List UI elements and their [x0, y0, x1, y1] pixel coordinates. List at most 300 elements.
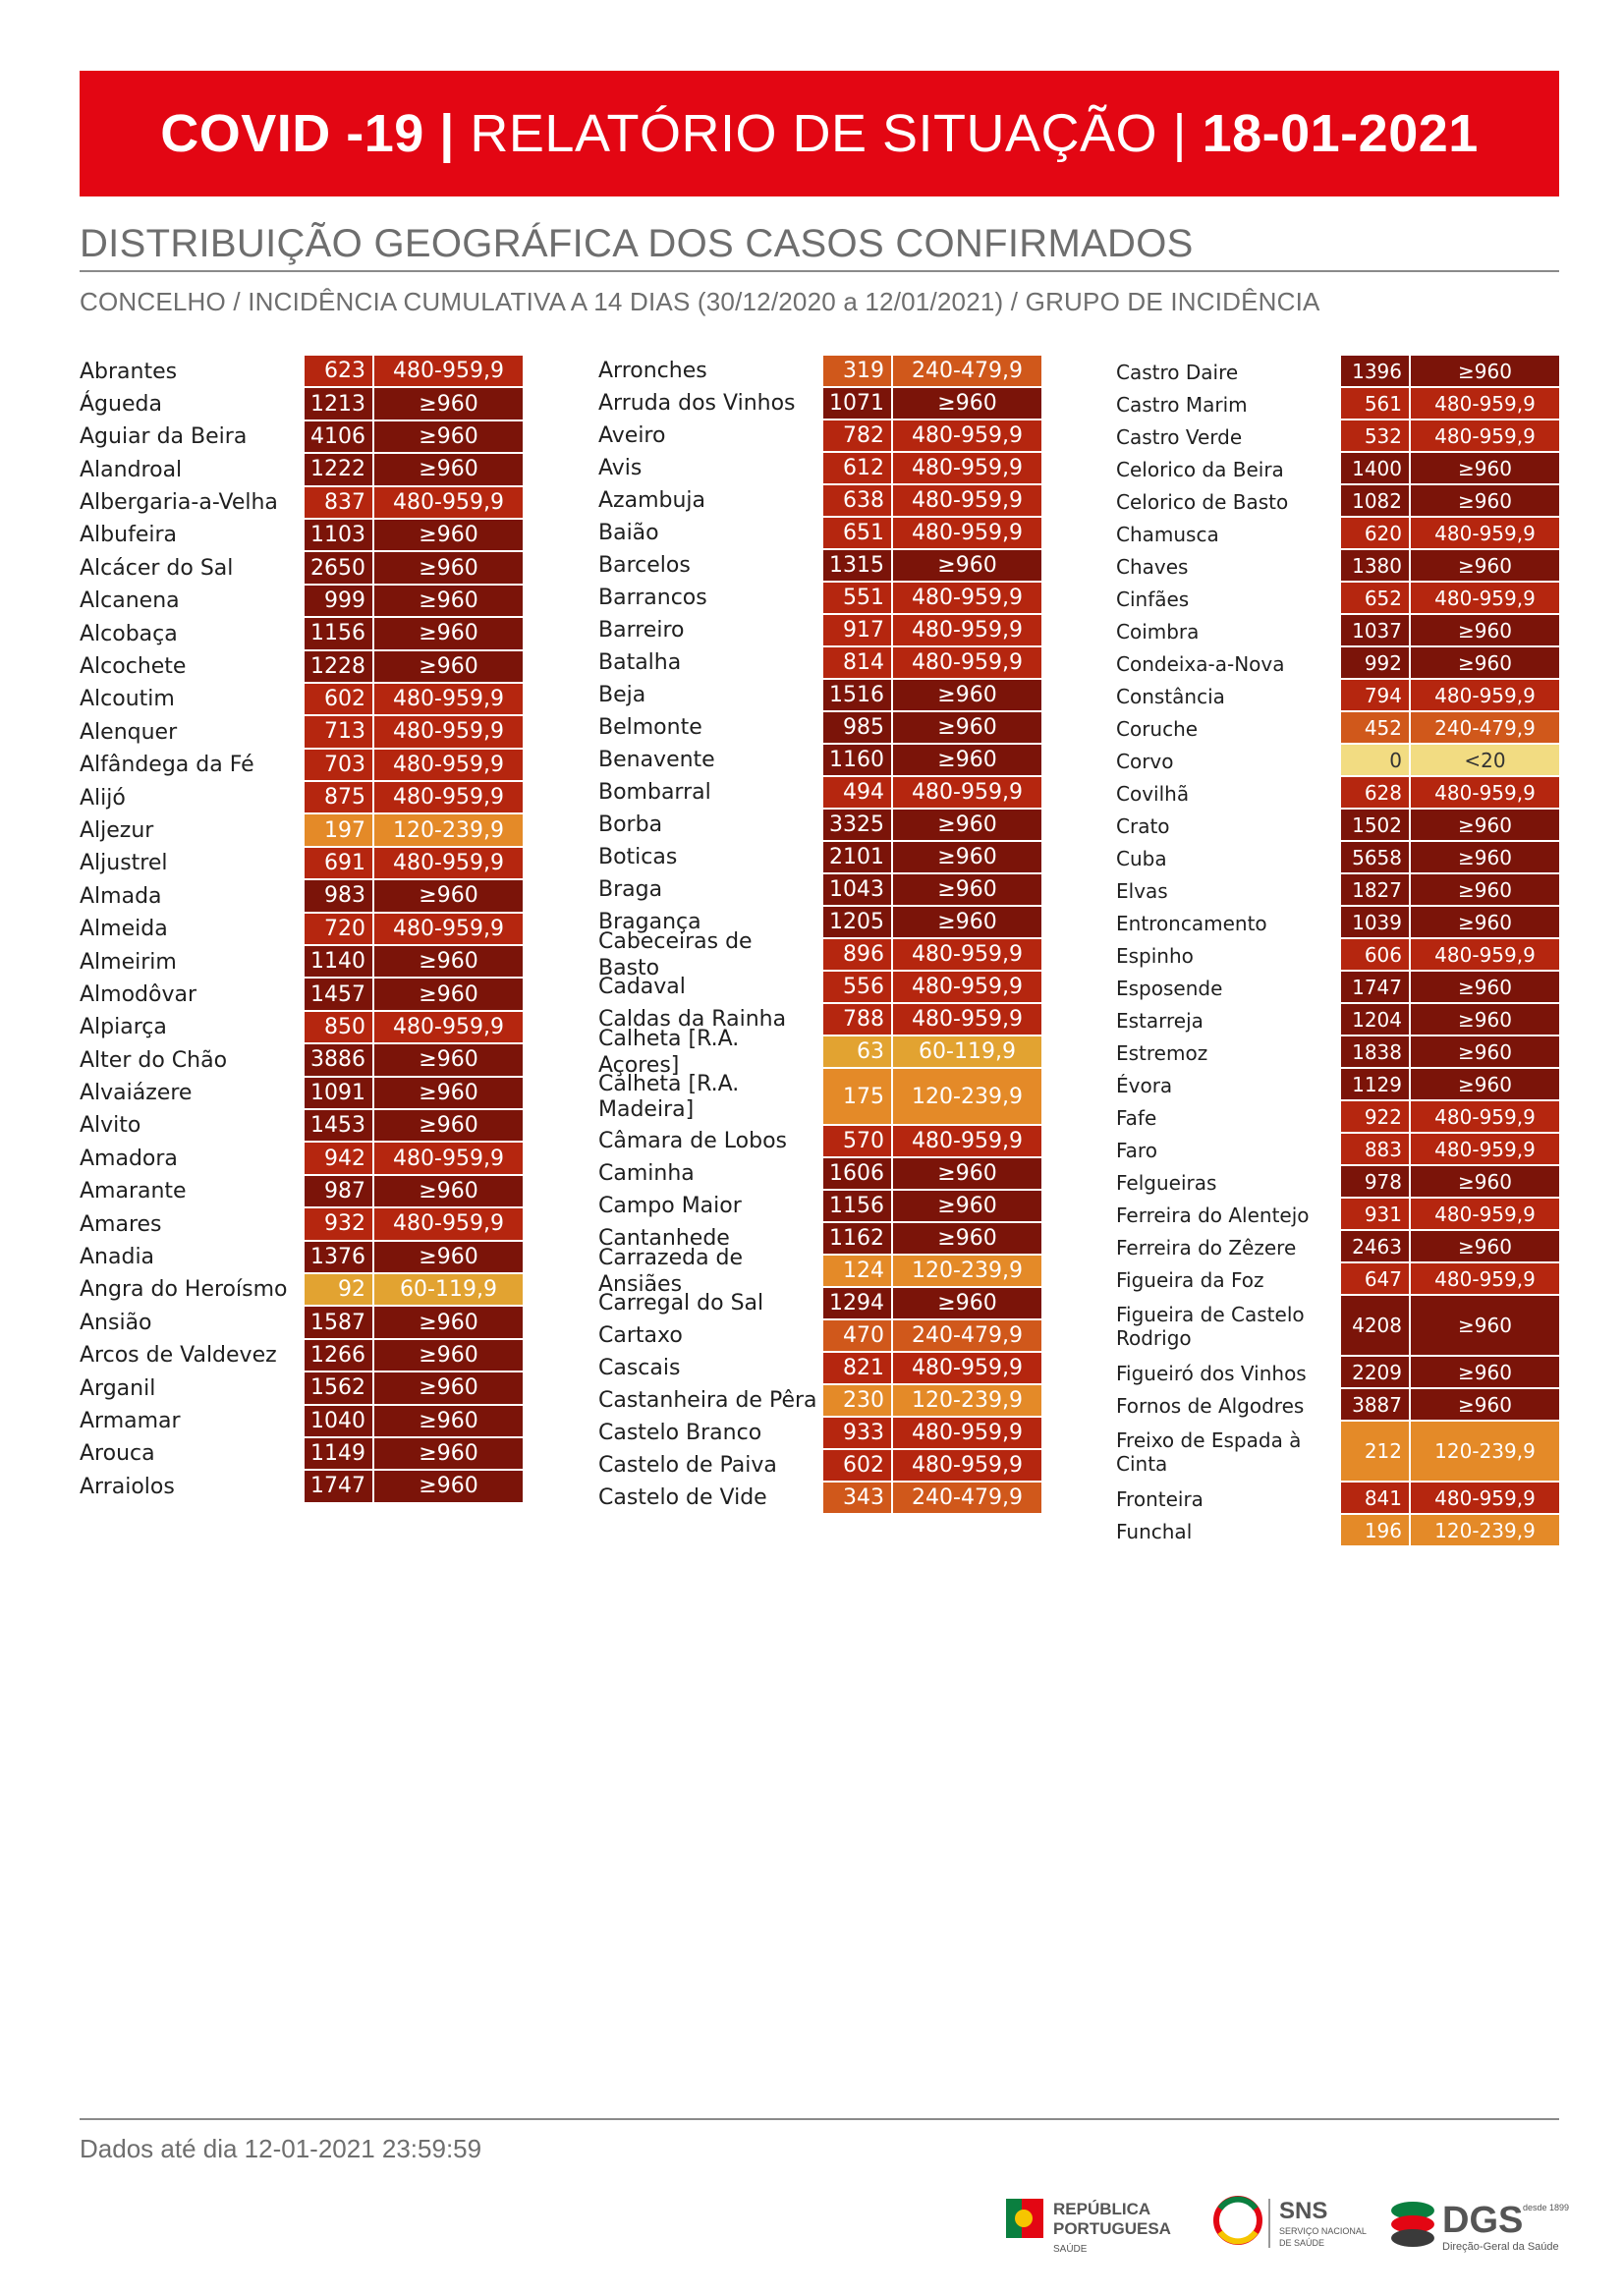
table-row: [1116, 1357, 1559, 1389]
incidence-group: <20: [1411, 745, 1559, 777]
incidence-value: 1838: [1341, 1036, 1409, 1069]
municipality-name: Amares: [80, 1211, 162, 1237]
municipality-name: Cadaval: [598, 975, 686, 1000]
footer-divider: [80, 2118, 1559, 2120]
table-row: [598, 583, 1041, 615]
table-row: [80, 1078, 523, 1110]
incidence-value: 814: [823, 647, 891, 680]
municipality-name: Castro Marim: [1116, 392, 1248, 417]
incidence-group: ≥960: [374, 454, 523, 486]
incidence-value: 175: [823, 1069, 891, 1126]
incidence-group: 120-239,9: [374, 814, 523, 847]
incidence-value: 556: [823, 972, 891, 1004]
incidence-value: 2650: [305, 552, 372, 585]
municipality-name: Constância: [1116, 684, 1225, 708]
municipality-name: Castro Verde: [1116, 424, 1243, 449]
table-row: [80, 651, 523, 684]
incidence-group: ≥960: [1411, 615, 1559, 647]
incidence-group: 120-239,9: [893, 1069, 1041, 1126]
table-row: [80, 814, 523, 847]
sns-subtext-1: SERVIÇO NACIONAL: [1279, 2226, 1367, 2236]
municipality-name: Cabeceiras de Basto: [598, 929, 753, 980]
incidence-group: 480-959,9: [893, 518, 1041, 550]
table-row: [80, 914, 523, 946]
municipality-name: Campo Maior: [598, 1194, 742, 1219]
municipality-name: Alijó: [80, 785, 126, 811]
incidence-group: 480-959,9: [893, 939, 1041, 972]
municipality-name: Aljustrel: [80, 851, 168, 876]
municipality-name: Castelo de Vide: [598, 1485, 767, 1511]
municipality-name: Alcácer do Sal: [80, 555, 234, 581]
table-row: [1116, 842, 1559, 874]
incidence-value: 875: [305, 782, 372, 814]
table-row: [80, 782, 523, 814]
municipality-name: Fronteira: [1116, 1486, 1204, 1511]
incidence-group: 480-959,9: [893, 1450, 1041, 1483]
municipality-name: Angra do Heroísmo: [80, 1277, 288, 1303]
table-row: [1116, 1296, 1559, 1357]
incidence-value: 623: [305, 356, 372, 388]
municipality-name: Amarante: [80, 1179, 187, 1204]
table-row: [80, 1044, 523, 1077]
table-row: [80, 979, 523, 1011]
incidence-group: 480-959,9: [893, 972, 1041, 1004]
sns-text: SNS: [1279, 2198, 1328, 2224]
incidence-value: 782: [823, 420, 891, 453]
municipality-column-3: [1116, 356, 1559, 1547]
incidence-value: 922: [1341, 1101, 1409, 1134]
municipality-name: Covilhã: [1116, 781, 1190, 806]
incidence-value: 850: [305, 1012, 372, 1044]
report-header-banner: [80, 71, 1559, 196]
incidence-group: 480-959,9: [374, 716, 523, 749]
table-row: [1116, 1231, 1559, 1263]
incidence-value: 620: [1341, 518, 1409, 550]
incidence-group: 480-959,9: [374, 487, 523, 520]
incidence-value: 1827: [1341, 874, 1409, 907]
municipality-name: Aljezur: [80, 817, 154, 843]
municipality-name: Celorico da Beira: [1116, 457, 1284, 481]
incidence-group: 480-959,9: [893, 420, 1041, 453]
municipality-name: Águeda: [80, 391, 162, 417]
incidence-value: 1140: [305, 946, 372, 979]
sns-logo: [1216, 2198, 1367, 2248]
municipality-name: Barrancos: [598, 586, 707, 611]
municipality-name: Elvas: [1116, 878, 1168, 903]
table-row: [1116, 810, 1559, 842]
table-row: [598, 1027, 1041, 1078]
incidence-group: 120-239,9: [893, 1385, 1041, 1418]
incidence-group: 480-959,9: [374, 1143, 523, 1175]
table-row: [1116, 907, 1559, 939]
municipality-name: Crato: [1116, 813, 1170, 838]
table-row: [80, 880, 523, 913]
municipality-name: Abrantes: [80, 359, 178, 384]
incidence-group: 480-959,9: [893, 1126, 1041, 1158]
incidence-value: 2463: [1341, 1231, 1409, 1263]
incidence-group: 480-959,9: [1411, 1199, 1559, 1231]
incidence-group: ≥960: [1411, 1231, 1559, 1263]
dgs-since-text: desde 1899: [1523, 2203, 1570, 2212]
incidence-group: ≥960: [893, 907, 1041, 939]
incidence-group: ≥960: [893, 810, 1041, 842]
incidence-value: 0: [1341, 745, 1409, 777]
incidence-group: ≥960: [1411, 1296, 1559, 1357]
incidence-group: 240-479,9: [893, 1483, 1041, 1515]
table-row: [1116, 518, 1559, 550]
incidence-value: 720: [305, 914, 372, 946]
table-row: [80, 1110, 523, 1143]
incidence-group: 480-959,9: [374, 848, 523, 880]
municipality-name: Castelo Branco: [598, 1421, 762, 1446]
municipality-name: Alvaiázere: [80, 1081, 193, 1106]
incidence-group: 480-959,9: [893, 615, 1041, 647]
incidence-value: 942: [305, 1143, 372, 1175]
incidence-group: ≥960: [374, 1242, 523, 1274]
table-row: [598, 1288, 1041, 1320]
incidence-group: 480-959,9: [1411, 1101, 1559, 1134]
incidence-value: 992: [1341, 647, 1409, 680]
incidence-value: 1162: [823, 1223, 891, 1256]
table-row: [1116, 583, 1559, 615]
incidence-group: 480-959,9: [893, 1353, 1041, 1385]
municipality-name: Corvo: [1116, 749, 1174, 773]
table-row: [598, 1320, 1041, 1353]
incidence-group: 480-959,9: [893, 583, 1041, 615]
table-row: [598, 680, 1041, 712]
table-row: [598, 518, 1041, 550]
municipality-name: Calheta [R.A. Açores]: [598, 1027, 740, 1078]
table-row: [598, 842, 1041, 874]
municipality-name: Alandroal: [80, 457, 183, 482]
municipality-name: Barreiro: [598, 618, 685, 644]
table-row: [80, 1471, 523, 1503]
table-row: [80, 1208, 523, 1241]
incidence-value: 452: [1341, 712, 1409, 745]
table-row: [1116, 1199, 1559, 1231]
incidence-value: 1043: [823, 874, 891, 907]
table-row: [80, 1012, 523, 1044]
incidence-value: 1502: [1341, 810, 1409, 842]
incidence-value: 212: [1341, 1422, 1409, 1483]
incidence-group: 480-959,9: [374, 782, 523, 814]
incidence-value: 3325: [823, 810, 891, 842]
table-row: [598, 647, 1041, 680]
incidence-value: 1228: [305, 651, 372, 684]
municipality-name: Anadia: [80, 1245, 155, 1270]
incidence-group: ≥960: [374, 979, 523, 1011]
incidence-value: 3886: [305, 1044, 372, 1077]
section-title: DISTRIBUIÇÃO GEOGRÁFICA DOS CASOS CONFIRMADOS: [80, 222, 1559, 272]
incidence-group: 60-119,9: [374, 1274, 523, 1307]
incidence-group: 480-959,9: [1411, 388, 1559, 420]
table-row: [1116, 1004, 1559, 1036]
incidence-group: 120-239,9: [893, 1256, 1041, 1288]
incidence-group: ≥960: [1411, 810, 1559, 842]
table-row: [1116, 939, 1559, 972]
incidence-group: 480-959,9: [893, 453, 1041, 485]
table-row: [80, 1372, 523, 1405]
table-row: [598, 388, 1041, 420]
incidence-value: 1037: [1341, 615, 1409, 647]
table-row: [1116, 1483, 1559, 1515]
incidence-group: 480-959,9: [1411, 939, 1559, 972]
data-cutoff-note: Dados até dia 12-01-2021 23:59:59: [80, 2134, 482, 2163]
incidence-value: 551: [823, 583, 891, 615]
municipality-name: Azambuja: [598, 488, 706, 514]
municipality-name: Felgueiras: [1116, 1170, 1217, 1195]
table-row: [80, 520, 523, 552]
incidence-value: 837: [305, 487, 372, 520]
table-row: [1116, 1263, 1559, 1296]
incidence-group: ≥960: [893, 745, 1041, 777]
header-separator: |: [423, 104, 471, 163]
table-row: [1116, 712, 1559, 745]
header-report-title: RELATÓRIO DE SITUAÇÃO: [470, 104, 1158, 163]
municipality-name: Almeirim: [80, 949, 177, 975]
incidence-value: 1516: [823, 680, 891, 712]
table-row: [1116, 972, 1559, 1004]
incidence-value: 1156: [305, 618, 372, 650]
incidence-value: 92: [305, 1274, 372, 1307]
table-row: [80, 1242, 523, 1274]
table-row: [80, 684, 523, 716]
table-row: [80, 1143, 523, 1175]
incidence-group: 480-959,9: [1411, 777, 1559, 810]
table-row: [1116, 550, 1559, 583]
incidence-group: ≥960: [1411, 1036, 1559, 1069]
incidence-value: 691: [305, 848, 372, 880]
municipality-name: Alter do Chão: [80, 1047, 228, 1073]
municipality-name: Ferreira do Alentejo: [1116, 1203, 1310, 1227]
table-row: [1116, 388, 1559, 420]
table-row: [1116, 1036, 1559, 1069]
dgs-text: DGS: [1442, 2200, 1524, 2241]
incidence-value: 343: [823, 1483, 891, 1515]
incidence-group: ≥960: [1411, 1389, 1559, 1422]
incidence-group: ≥960: [374, 1438, 523, 1471]
table-row: [1116, 356, 1559, 388]
incidence-group: ≥960: [893, 1191, 1041, 1223]
municipality-name: Barcelos: [598, 553, 691, 579]
incidence-value: 1315: [823, 550, 891, 583]
incidence-group: 480-959,9: [1411, 1263, 1559, 1296]
table-row: [598, 972, 1041, 1004]
incidence-group: ≥960: [1411, 1166, 1559, 1199]
incidence-group: 240-479,9: [893, 356, 1041, 388]
incidence-group: 480-959,9: [374, 1012, 523, 1044]
incidence-group: ≥960: [374, 1307, 523, 1339]
municipality-name: Beja: [598, 683, 646, 708]
incidence-group: ≥960: [374, 880, 523, 913]
incidence-group: 120-239,9: [1411, 1422, 1559, 1483]
incidence-group: ≥960: [374, 1044, 523, 1077]
municipality-name: Coruche: [1116, 716, 1199, 741]
table-row: [598, 777, 1041, 810]
incidence-value: 999: [305, 586, 372, 618]
dgs-subtext: Direção-Geral da Saúde: [1442, 2241, 1559, 2253]
municipality-name: Fornos de Algodres: [1116, 1393, 1305, 1418]
municipality-name: Câmara de Lobos: [598, 1129, 787, 1154]
institution-logos: [1002, 2189, 1592, 2267]
incidence-value: 561: [1341, 388, 1409, 420]
incidence-value: 985: [823, 712, 891, 745]
incidence-group: 480-959,9: [893, 1418, 1041, 1450]
table-row: [598, 810, 1041, 842]
header-date: 18-01-2021: [1202, 104, 1479, 163]
incidence-value: 1160: [823, 745, 891, 777]
table-row: [598, 874, 1041, 907]
incidence-value: 1457: [305, 979, 372, 1011]
municipality-name: Aveiro: [598, 423, 666, 449]
incidence-group: ≥960: [893, 1223, 1041, 1256]
incidence-value: 3887: [1341, 1389, 1409, 1422]
municipality-name: Armamar: [80, 1409, 181, 1433]
incidence-value: 1082: [1341, 485, 1409, 518]
municipality-name: Alfândega da Fé: [80, 753, 254, 778]
municipality-name: Carregal do Sal: [598, 1291, 764, 1316]
municipality-name: Arouca: [80, 1441, 155, 1467]
municipality-name: Almeida: [80, 917, 168, 942]
incidence-group: 480-959,9: [374, 356, 523, 388]
municipality-name: Figueira da Foz: [1116, 1267, 1264, 1292]
municipality-name: Benavente: [598, 748, 715, 773]
incidence-value: 570: [823, 1126, 891, 1158]
incidence-value: 319: [823, 356, 891, 388]
logos-bar: [1002, 2189, 1592, 2267]
municipality-name: Ferreira do Zêzere: [1116, 1235, 1297, 1259]
incidence-group: ≥960: [1411, 647, 1559, 680]
table-row: [1116, 453, 1559, 485]
incidence-group: 480-959,9: [1411, 1134, 1559, 1166]
incidence-group: ≥960: [893, 874, 1041, 907]
incidence-group: 120-239,9: [1411, 1515, 1559, 1547]
table-row: [598, 453, 1041, 485]
incidence-value: 1039: [1341, 907, 1409, 939]
table-row: [598, 745, 1041, 777]
republica-text-2: PORTUGUESA: [1053, 2219, 1171, 2238]
incidence-value: 703: [305, 750, 372, 782]
incidence-value: 124: [823, 1256, 891, 1288]
incidence-value: 1294: [823, 1288, 891, 1320]
table-row: [1116, 1069, 1559, 1101]
table-row: [598, 712, 1041, 745]
table-row: [80, 618, 523, 650]
table-row: [80, 1274, 523, 1307]
incidence-group: ≥960: [893, 388, 1041, 420]
municipality-name: Borba: [598, 812, 663, 838]
table-row: [80, 716, 523, 749]
incidence-group: ≥960: [374, 946, 523, 979]
incidence-value: 1747: [1341, 972, 1409, 1004]
republica-text-1: REPÚBLICA: [1053, 2200, 1151, 2218]
incidence-value: 470: [823, 1320, 891, 1353]
incidence-group: ≥960: [374, 1372, 523, 1405]
municipality-name: Arronches: [598, 359, 707, 384]
municipality-name: Caldas da Rainha: [598, 1007, 787, 1033]
republica-text-3: SAÚDE: [1053, 2244, 1088, 2255]
table-row: [80, 388, 523, 420]
table-row: [1116, 420, 1559, 453]
incidence-value: 2209: [1341, 1357, 1409, 1389]
table-row: [80, 1340, 523, 1372]
municipality-column-2: [598, 356, 1041, 1515]
incidence-value: 4208: [1341, 1296, 1409, 1357]
municipality-name: Arraiolos: [80, 1474, 175, 1499]
incidence-value: 917: [823, 615, 891, 647]
incidence-value: 63: [823, 1036, 891, 1069]
table-row: [80, 586, 523, 618]
incidence-group: 480-959,9: [893, 1004, 1041, 1036]
incidence-group: 480-959,9: [1411, 1483, 1559, 1515]
incidence-value: 628: [1341, 777, 1409, 810]
incidence-group: 480-959,9: [1411, 583, 1559, 615]
incidence-group: ≥960: [374, 1406, 523, 1438]
incidence-value: 602: [305, 684, 372, 716]
incidence-group: ≥960: [374, 1471, 523, 1503]
incidence-value: 713: [305, 716, 372, 749]
municipality-name: Braga: [598, 877, 663, 903]
incidence-group: ≥960: [1411, 485, 1559, 518]
incidence-value: 196: [1341, 1515, 1409, 1547]
table-row: [598, 1158, 1041, 1191]
table-row: [598, 1126, 1041, 1158]
incidence-value: 1149: [305, 1438, 372, 1471]
incidence-value: 883: [1341, 1134, 1409, 1166]
municipality-name: Albergaria-a-Velha: [80, 490, 278, 516]
table-row: [598, 1418, 1041, 1450]
incidence-group: ≥960: [374, 1340, 523, 1372]
table-row: [598, 550, 1041, 583]
incidence-value: 2101: [823, 842, 891, 874]
municipality-name: Albufeira: [80, 523, 177, 548]
incidence-value: 931: [1341, 1199, 1409, 1231]
incidence-value: 1222: [305, 454, 372, 486]
sns-subtext-2: DE SAÚDE: [1279, 2238, 1325, 2248]
municipality-name: Calheta [R.A. Madeira]: [598, 1071, 740, 1122]
incidence-group: ≥960: [1411, 1069, 1559, 1101]
municipality-name: Aguiar da Beira: [80, 424, 248, 450]
table-row: [598, 1450, 1041, 1483]
incidence-value: 1103: [305, 520, 372, 552]
municipality-name: Alpiarça: [80, 1015, 167, 1040]
table-row: [598, 615, 1041, 647]
incidence-value: 1091: [305, 1078, 372, 1110]
incidence-value: 788: [823, 1004, 891, 1036]
incidence-value: 532: [1341, 420, 1409, 453]
municipality-name: Esposende: [1116, 976, 1223, 1000]
municipality-name: Castro Daire: [1116, 360, 1239, 384]
table-row: [1116, 647, 1559, 680]
table-row: [598, 356, 1041, 388]
municipality-name: Entroncamento: [1116, 911, 1267, 935]
municipality-name: Celorico de Basto: [1116, 489, 1289, 514]
table-caption: CONCELHO / INCIDÊNCIA CUMULATIVA A 14 DIAS (30/12/2020 a 12/01/2021) / GRUPO DE INCIDÊNCIA: [80, 287, 1320, 316]
republica-portuguesa-logo: [1006, 2199, 1171, 2255]
incidence-group: ≥960: [1411, 874, 1559, 907]
incidence-value: 1562: [305, 1372, 372, 1405]
table-row: [1116, 874, 1559, 907]
incidence-value: 1747: [305, 1471, 372, 1503]
municipality-name: Alvito: [80, 1113, 141, 1139]
incidence-value: 1040: [305, 1406, 372, 1438]
municipality-name: Almada: [80, 883, 162, 909]
municipality-name: Estarreja: [1116, 1008, 1204, 1033]
incidence-group: 480-959,9: [374, 1208, 523, 1241]
municipality-name: Funchal: [1116, 1519, 1193, 1543]
incidence-group: 480-959,9: [893, 777, 1041, 810]
table-row: [1116, 1422, 1559, 1483]
